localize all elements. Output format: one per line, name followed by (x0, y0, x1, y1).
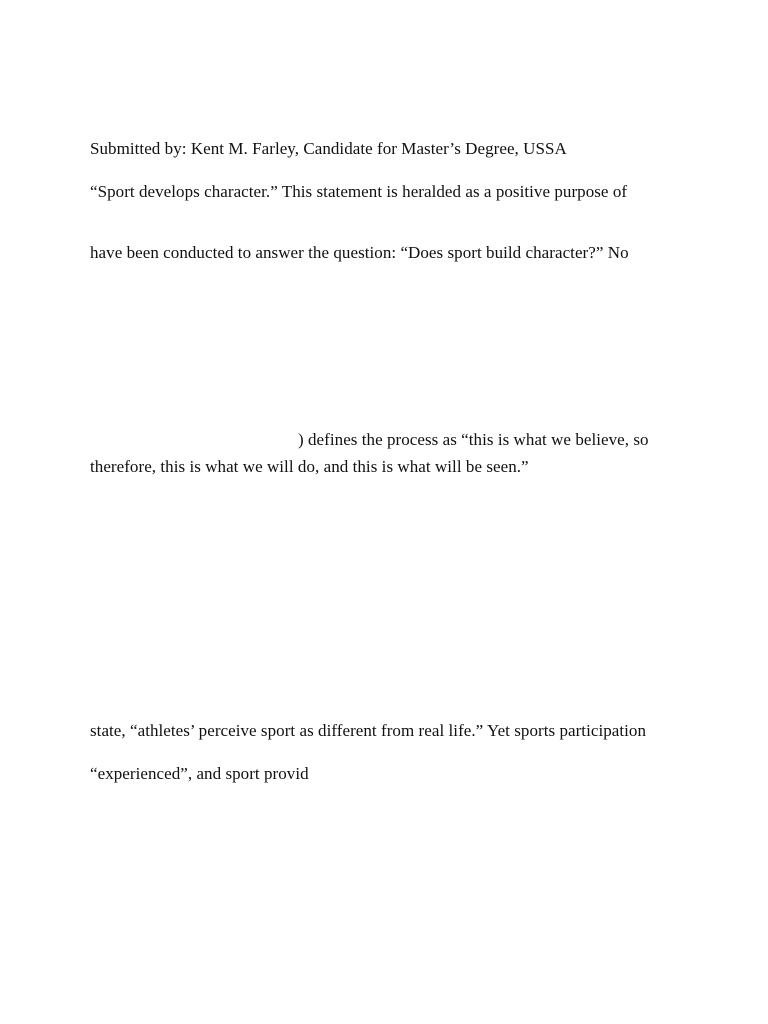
body-text-line: “experienced”, and sport provid (90, 764, 309, 783)
submission-line: Submitted by: Kent M. Farley, Candidate for Master’s Degree, USSA (90, 139, 567, 158)
body-text-line: “Sport develops character.” This statement is heralded as a positive purpose of (90, 182, 628, 201)
body-text-line: state, “athletes’ perceive sport as different from real life.” Yet sports participation (90, 721, 647, 740)
body-text-line: therefore, this is what we will do, and this is what will be seen.” (90, 457, 529, 476)
body-text-line: ) defines the process as “this is what we believe, so (298, 430, 649, 449)
body-text-line: have been conducted to answer the question: “Does sport build character?” No (90, 243, 629, 262)
